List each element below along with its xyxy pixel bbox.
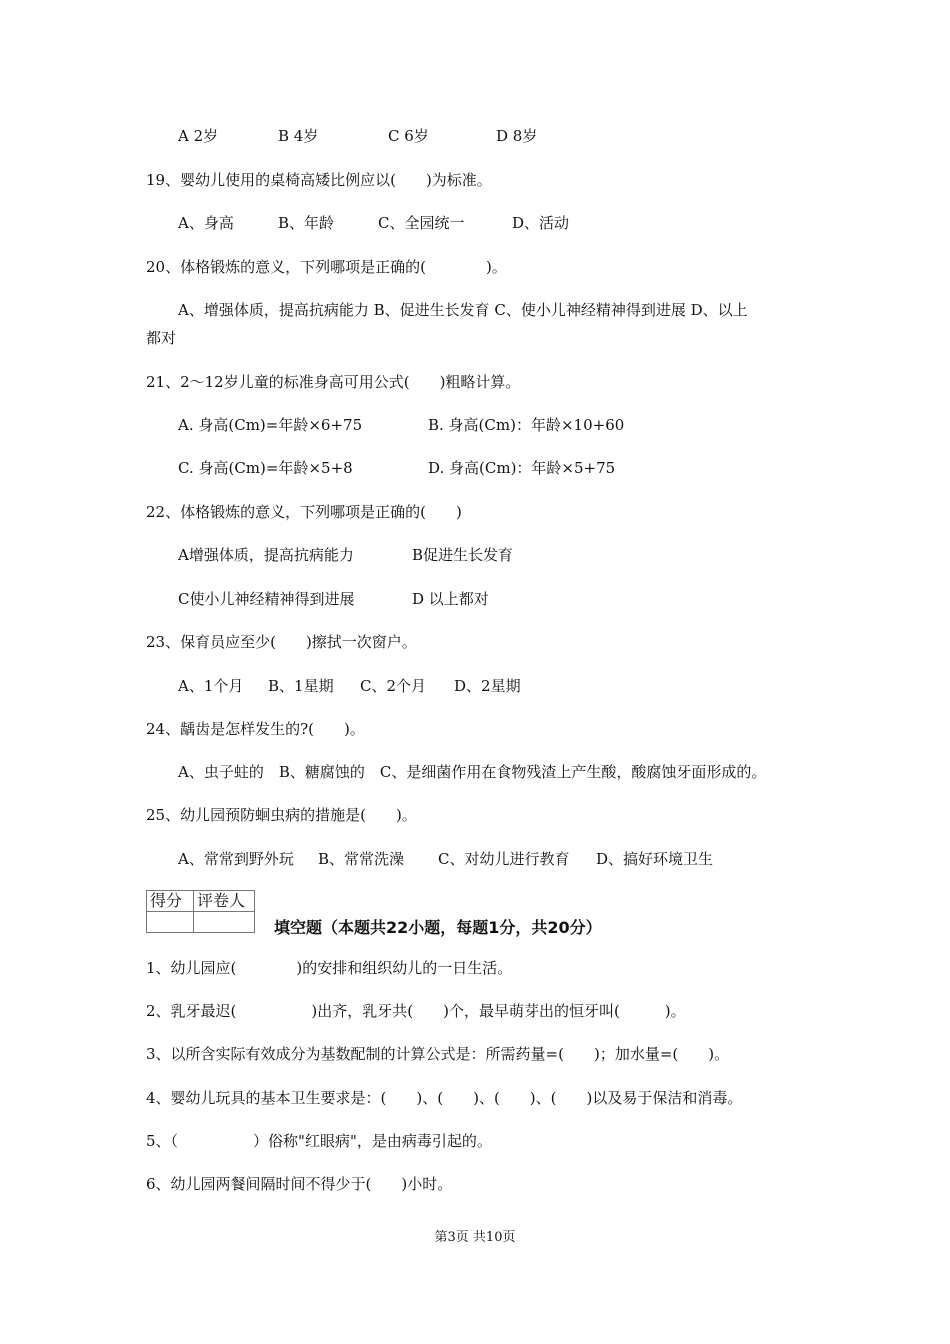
fill-question-5: 5、（ ）俗称"红眼病"，是由病毒引起的。 xyxy=(146,1132,492,1150)
q23-text: 23、保育员应至少( )擦拭一次窗户。 xyxy=(146,633,417,651)
q21-text: 21、2～12岁儿童的标准身高可用公式( )粗略计算。 xyxy=(146,373,521,391)
q25-option-b: B、常常洗澡 xyxy=(318,850,405,868)
q23-option-c: C、2个月 xyxy=(360,677,427,695)
fill-question-6: 6、幼儿园两餐间隔时间不得少于( )小时。 xyxy=(146,1175,453,1193)
q23-option-d: D、2星期 xyxy=(454,677,521,695)
reviewer-cell xyxy=(194,912,255,933)
q18-option-b: B 4岁 xyxy=(278,127,319,145)
q19-option-c: C、全园统一 xyxy=(378,214,465,232)
q21-option-b: B. 身高(Cm)：年龄×10+60 xyxy=(428,416,625,434)
fill-question-3: 3、以所含实际有效成分为基数配制的计算公式是：所需药量=( )；加水量=( )。 xyxy=(146,1045,730,1063)
fill-question-4: 4、婴幼儿玩具的基本卫生要求是：( )、( )、( )、( )以及易于保洁和消毒。 xyxy=(146,1089,743,1107)
section-title: 填空题（本题共22小题，每题1分，共20分） xyxy=(274,918,602,937)
q23-option-a: A、1个月 xyxy=(178,677,244,695)
q21-option-c: C. 身高(Cm)=年龄×5+8 xyxy=(178,459,353,477)
q22-option-a: A增强体质，提高抗病能力 xyxy=(178,546,354,564)
fill-question-2: 2、乳牙最迟( )出齐，乳牙共( )个，最早萌芽出的恒牙叫( )。 xyxy=(146,1002,686,1020)
score-label: 得分 xyxy=(147,891,194,912)
reviewer-label: 评卷人 xyxy=(194,891,255,912)
q24-text: 24、龋齿是怎样发生的?( )。 xyxy=(146,720,365,738)
q18-option-c: C 6岁 xyxy=(388,127,429,145)
q25-option-a: A、常常到野外玩 xyxy=(178,850,294,868)
q20-text: 20、体格锻炼的意义，下列哪项是正确的( )。 xyxy=(146,258,507,276)
score-cell xyxy=(147,912,194,933)
q23-option-b: B、1星期 xyxy=(268,677,334,695)
q18-option-d: D 8岁 xyxy=(496,127,538,145)
q19-option-d: D、活动 xyxy=(512,214,570,232)
q22-option-c: C使小儿神经精神得到进展 xyxy=(178,590,355,608)
q20-options-line2: 都对 xyxy=(146,329,177,347)
q25-option-c: C、对幼儿进行教育 xyxy=(438,850,570,868)
q19-option-a: A、身高 xyxy=(178,214,234,232)
q19-text: 19、婴幼儿使用的桌椅高矮比例应以( )为标准。 xyxy=(146,171,492,189)
q22-text: 22、体格锻炼的意义，下列哪项是正确的( ) xyxy=(146,503,462,521)
q20-options-line1: A、增强体质，提高抗病能力 B、促进生长发育 C、使小儿神经精神得到进展 D、以上 xyxy=(178,301,748,319)
q21-option-a: A. 身高(Cm)=年龄×6+75 xyxy=(178,416,363,434)
q18-option-a: A 2岁 xyxy=(178,127,219,145)
q22-option-d: D 以上都对 xyxy=(412,590,489,608)
q25-text: 25、幼儿园预防蛔虫病的措施是( )。 xyxy=(146,806,417,824)
q21-option-d: D. 身高(Cm)：年龄×5+75 xyxy=(428,459,616,477)
score-table xyxy=(146,890,255,933)
q25-option-d: D、搞好环境卫生 xyxy=(596,850,714,868)
page-footer: 第3页 共10页 xyxy=(434,1230,516,1245)
q24-options: A、虫子蛀的 B、糖腐蚀的 C、是细菌作用在食物残渣上产生酸，酸腐蚀牙面形成的。 xyxy=(178,763,767,781)
q19-option-b: B、年龄 xyxy=(278,214,335,232)
fill-question-1: 1、幼儿园应( )的安排和组织幼儿的一日生活。 xyxy=(146,959,513,977)
q22-option-b: B促进生长发育 xyxy=(412,546,514,564)
